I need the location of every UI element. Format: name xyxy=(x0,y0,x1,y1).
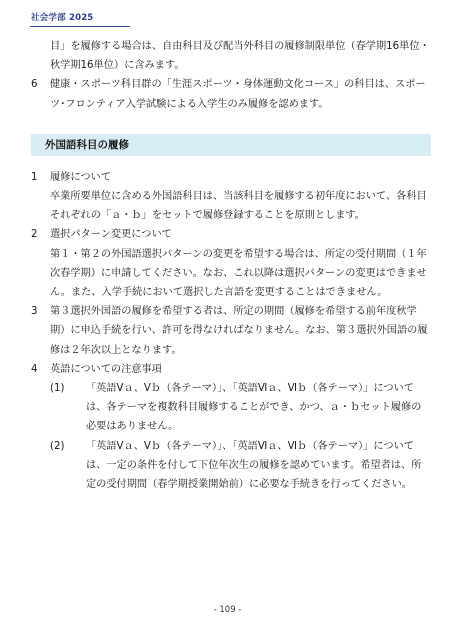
item-heading: 英語についての注意事項 xyxy=(50,363,162,375)
item-5-continuation: 目」を履修する場合は、自由科目及び配当外科目の履修制限単位（春学期16単位・秋学期16単位）に含みます。 xyxy=(50,41,430,72)
item-number: 3 xyxy=(31,306,38,318)
sub-item-text: 「英語Ⅴａ、Ⅴｂ（各テーマ）」、「英語Ⅵａ、Ⅵｂ（各テーマ）」については、一定の条件を付して下位年次生の履修を認めています。希望者は、所定の受付期間（春学期授業開始前）に必要な手続きを行ってください。 xyxy=(86,440,422,491)
sub-item-text: 「英語Ⅴａ、Ⅴｂ（各テーマ）」、「英語Ⅵａ、Ⅵｂ（各テーマ）」については、各テーマを複数科目履修することができ、かつ、ａ・ｂセット履修の必要はありません。 xyxy=(86,383,422,433)
item-body: 第３選択外国語の履修を希望する者は、所定の期間（履修を希望する前年度秋学期）に申込手続を行い、許可を得なければなりません。なお、第３選択外国語の履修は２年次以上となります。 xyxy=(50,306,428,356)
item-body: 卒業所要単位に含める外国語科目は、当該科目を履修する初年度において、各科目それぞれの「ａ・ｂ」をセットで履修登録することを原則とします。 xyxy=(50,191,427,222)
item-number: 2 xyxy=(31,229,38,241)
sub-item-1 xyxy=(31,379,431,437)
list-item-4 xyxy=(31,360,431,379)
page-body xyxy=(31,37,431,494)
header-rule xyxy=(30,26,130,27)
item-heading: 選択パターン変更について xyxy=(50,229,172,241)
item-heading: 履修について xyxy=(50,171,111,183)
list-item-2 xyxy=(31,225,431,302)
item-number: 4 xyxy=(31,363,38,375)
sub-item-number: (1) xyxy=(50,383,65,395)
item-number: 1 xyxy=(31,171,38,183)
running-header: 社会学部 2025 xyxy=(31,13,94,23)
list-item-1 xyxy=(31,168,431,226)
sub-item-2 xyxy=(31,437,431,495)
list-item-6 xyxy=(31,75,431,113)
item-body: 第１・第２の外国語選択パターンの変更を希望する場合は、所定の受付期間（１年次春学期）に申請してください。なお、これ以降は選択パターンの変更はできません。また、入学手続において選択した言語を変更することはできません。 xyxy=(50,248,427,299)
item-text: 健康・スポーツ科目群の「生涯スポーツ・身体運動文化コース」の科目は、スポーツ･フロンティア入学試験による入学生のみ履修を認めます。 xyxy=(50,79,426,110)
section-heading: 外国語科目の履修 xyxy=(31,134,431,156)
item-number: 6 xyxy=(31,79,38,91)
sub-item-number: (2) xyxy=(50,440,65,452)
page-number: - 109 - xyxy=(213,605,242,615)
list-item-3 xyxy=(31,302,431,360)
